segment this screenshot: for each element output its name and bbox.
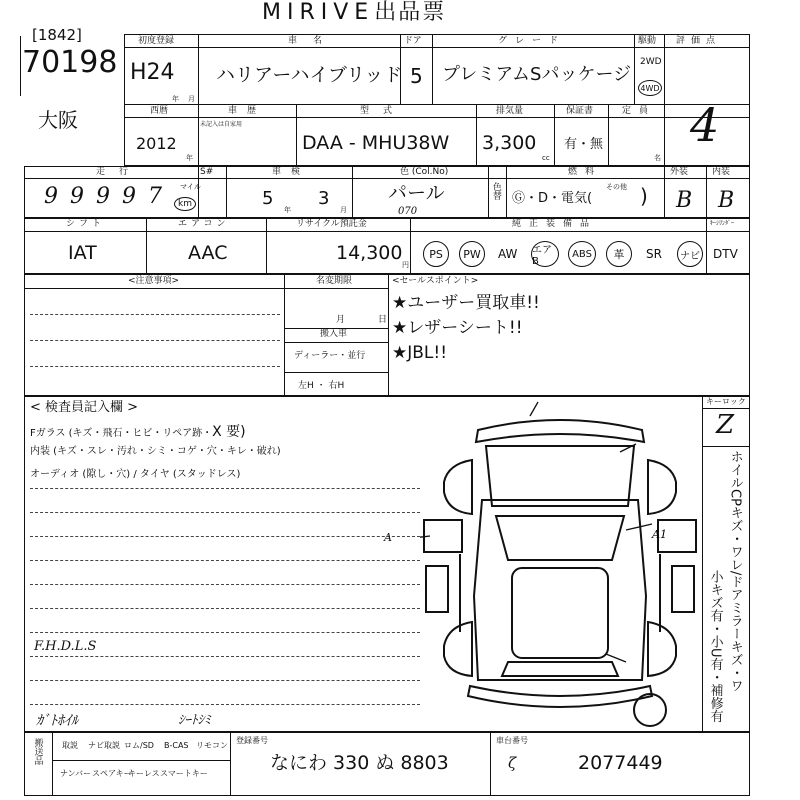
color-no: 070	[398, 206, 418, 217]
history-note: 未記入は自家用	[200, 121, 243, 128]
chassis-value: 2077449	[578, 752, 663, 774]
side-note-2: 小キズ有・小U有・補修有	[707, 570, 723, 723]
label-exterior: 外装	[670, 167, 689, 177]
equip-dtv: DTV	[713, 247, 738, 261]
label-car-name: 車名	[288, 36, 339, 46]
label-capacity: 定員	[622, 106, 657, 116]
label-fuel: 燃料	[568, 167, 603, 177]
recycle-unit: 円	[402, 261, 409, 269]
label-score: 評価点	[676, 36, 722, 46]
label-sales-points: <セールスポイント>	[392, 276, 479, 286]
label-shift: シフト	[66, 219, 106, 229]
lot-number: 70198	[22, 45, 118, 80]
fuel-value: Ⓖ・D・電気(	[512, 191, 593, 206]
seireki-year-unit: 年	[186, 154, 193, 162]
color-change-label: 色替	[490, 182, 501, 200]
equip-aw: AW	[498, 247, 518, 261]
interior-value: B	[718, 188, 735, 213]
brand-title	[262, 2, 446, 24]
label-grade: グレード	[498, 36, 567, 46]
label-interior: 内装	[712, 167, 731, 177]
equip-sr: SR	[646, 247, 662, 261]
inspector-line-2: 内装 (キズ・スレ・汚れ・シミ・コゲ・穴・キレ・破れ)	[30, 446, 281, 457]
label-entry: 搬入車	[320, 329, 348, 339]
seireki-value: 2012	[136, 134, 177, 153]
name-change-day: 日	[378, 315, 388, 325]
inspector-title: < 検査員記入欄 >	[30, 400, 139, 415]
label-drive: 駆動	[638, 36, 657, 46]
side-note-1: ホイルCPキズ・ワレ/ドアミラーキズ・ワ	[727, 450, 743, 693]
handwritten-note-1: F.H.D.L.S	[34, 639, 97, 654]
recycle-value: 14,300	[336, 242, 403, 264]
delivery-item: リモコン	[196, 741, 228, 750]
handwritten-note-2: ｶﾞﾄﾎｲﾙ	[36, 713, 78, 729]
label-chassis: 車台番号	[496, 736, 528, 745]
label-name-change: 名変期限	[316, 276, 353, 286]
inspection-year: 5	[262, 188, 274, 209]
drive-2wd: 2WD	[640, 57, 662, 67]
lot-location: 大阪	[38, 108, 78, 132]
entry-type: ディーラー・並行	[294, 351, 366, 361]
diagram-mark-left: A	[384, 531, 392, 544]
equip-navi: ナビ	[677, 241, 703, 267]
sales-point-1: ★ユーザー買取車!!	[392, 293, 540, 313]
delivery-item: スマートキー	[160, 769, 208, 778]
name-change-month: 月	[336, 315, 346, 325]
notes-grid	[24, 274, 750, 396]
label-warranty: 保証書	[566, 106, 594, 116]
mileage-unit-km-circled: km	[174, 197, 196, 211]
vehicle-diagram	[420, 396, 702, 732]
brand-logo: MIRIVE	[262, 0, 375, 25]
label-history: 車歴	[228, 106, 267, 116]
warranty-value: 有・無	[564, 137, 604, 152]
exterior-value: B	[676, 188, 693, 213]
handle-side: 左H ・ 右H	[298, 381, 345, 391]
lot-bracket-code: [1842]	[32, 26, 82, 44]
label-inspection: 車検	[272, 167, 311, 177]
aircon-value: AAC	[188, 242, 228, 264]
mileage-value: 99997	[44, 184, 174, 209]
label-key-lock: キーロック	[706, 397, 746, 406]
equip-leather: 革	[606, 241, 632, 267]
label-s-flag: S#	[200, 167, 214, 177]
fuel-close: )	[640, 184, 648, 208]
key-lock-value: Z	[716, 410, 735, 440]
label-plate: 登録番号	[236, 736, 268, 745]
handwritten-note-3: ｼｰﾄｼﾐ	[178, 713, 211, 728]
inspection-month-unit: 月	[340, 206, 347, 214]
label-key-cylinder: ｷｰｼﾘﾝﾀﾞｰ	[710, 220, 735, 227]
label-delivery: 搬送品	[32, 738, 43, 765]
displacement-value: 3,300	[482, 132, 537, 154]
fuel-other: その他	[606, 183, 627, 191]
inspector-line-1: Fガラス (キズ・飛石・ヒビ・リペア跡・X 要)	[30, 424, 246, 440]
delivery-item: B-CAS	[164, 741, 189, 750]
vehicle-year: H24	[130, 60, 175, 85]
label-first-reg: 初度登録	[138, 36, 175, 46]
label-color: 色 (Col.No)	[400, 167, 449, 177]
delivery-item: ロム/SD	[124, 741, 154, 750]
inspector-line-3: オーディオ (隙し・穴) / タイヤ (スタッドレス)	[30, 469, 241, 480]
delivery-item: 取説	[62, 741, 78, 750]
chassis-prefix: ζ	[508, 754, 517, 772]
sales-point-2: ★レザーシート!!	[392, 318, 523, 338]
equip-pw: PW	[459, 241, 485, 267]
vehicle-doors: 5	[410, 64, 423, 88]
label-notes: <注意事項>	[128, 276, 180, 286]
label-mileage: 走行	[96, 167, 143, 177]
score-value: 4	[690, 98, 720, 152]
capacity-unit: 名	[654, 154, 661, 162]
month-unit: 月	[188, 95, 195, 103]
label-recycle: リサイクル預託金	[296, 219, 367, 229]
equip-airbag: エアB	[531, 241, 559, 267]
delivery-item: キーレス	[128, 769, 160, 778]
drive-4wd-circled: 4WD	[638, 80, 662, 96]
delivery-item: スペアキー	[92, 769, 132, 778]
shift-value: IAT	[68, 242, 97, 264]
vehicle-name: ハリアーハイブリッド	[216, 64, 403, 86]
label-aircon: エアコン	[178, 219, 230, 229]
label-equipment: 純正装備品	[512, 219, 598, 229]
color-value: パール	[388, 182, 445, 204]
plate-value: なにわ 330 ぬ 8803	[270, 752, 449, 774]
delivery-item: ナンバー	[60, 769, 92, 778]
doc-title: 出品票	[374, 0, 447, 25]
mileage-unit-mile: マイル	[180, 183, 201, 191]
displacement-unit: cc	[542, 154, 550, 162]
label-displacement: 排気量	[496, 106, 524, 116]
inspection-month: 3	[318, 188, 330, 209]
label-model: 型式	[360, 106, 407, 116]
year-unit: 年	[172, 95, 179, 103]
vehicle-grade: プレミアムSパッケージ	[442, 64, 632, 85]
model-value: DAA - MHU38W	[302, 132, 450, 154]
label-doors: ドア	[404, 36, 422, 46]
equip-abs: ABS	[568, 241, 596, 267]
diagram-mark-a1: A1	[652, 528, 667, 541]
inspection-year-unit: 年	[284, 206, 291, 214]
equip-ps: PS	[423, 241, 449, 267]
delivery-item: ナビ取説	[88, 741, 120, 750]
sales-point-3: ★JBL!!	[392, 343, 448, 363]
label-seireki: 西暦	[150, 106, 169, 116]
